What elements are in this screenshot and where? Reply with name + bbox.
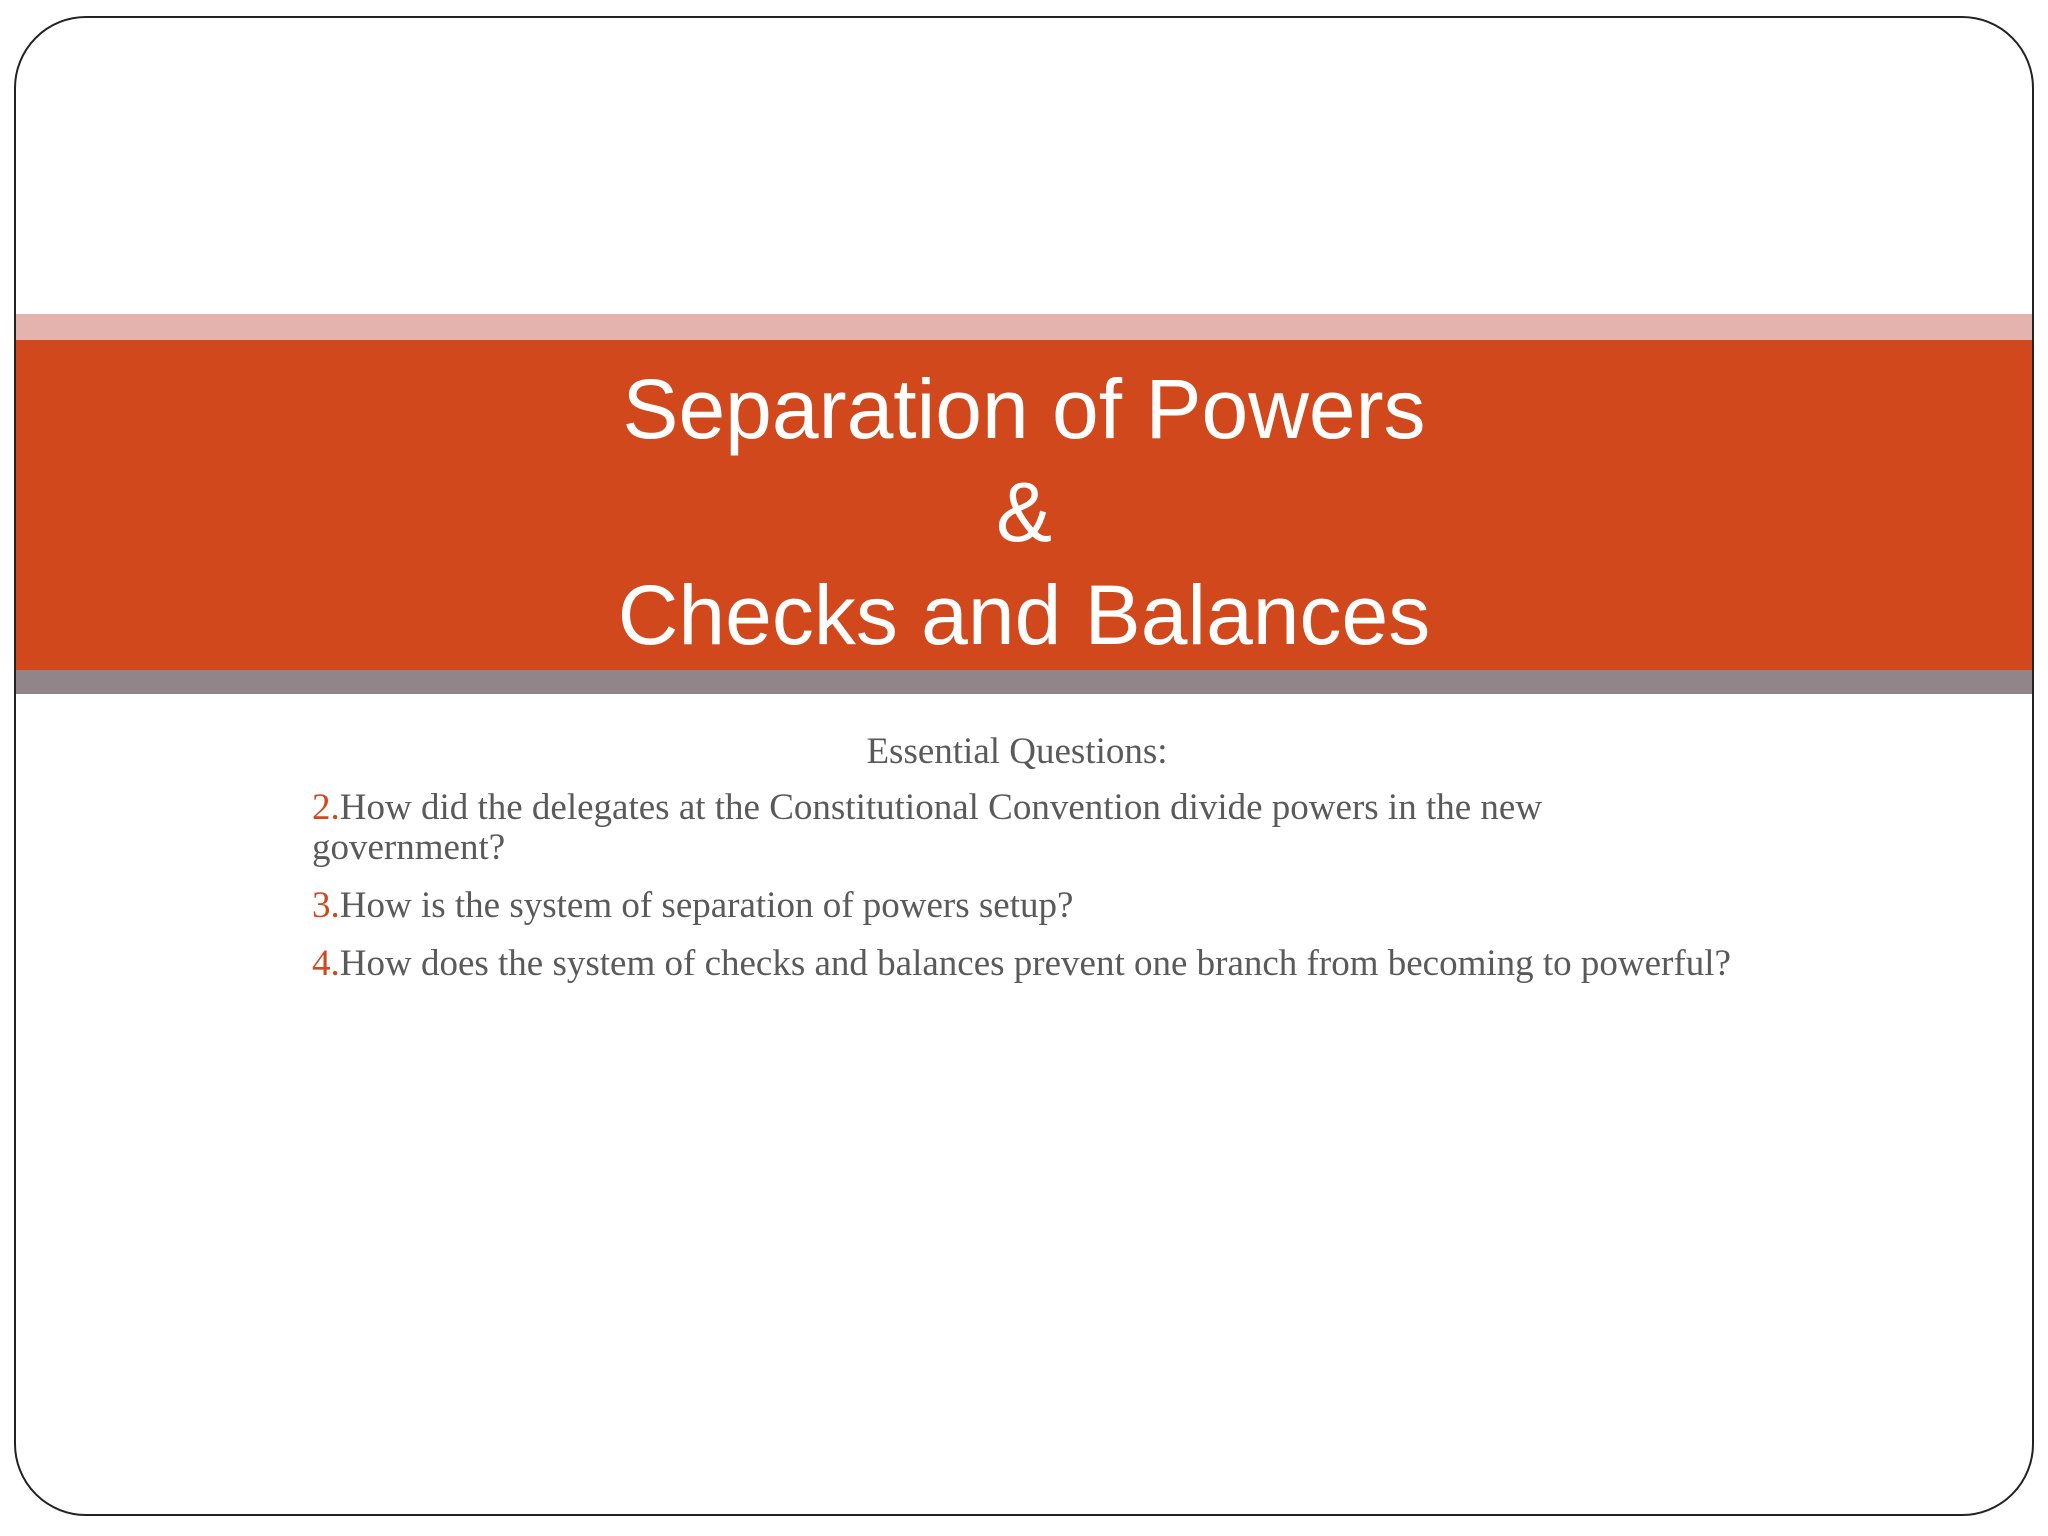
question-number: 4. [312, 943, 340, 984]
question-number: 2. [312, 787, 340, 828]
question-item [312, 788, 1732, 868]
title-band-top-stripe [16, 314, 2032, 340]
title-band-bottom-stripe [16, 670, 2032, 694]
question-text: How does the system of checks and balances prevent one branch from becoming to powerful? [339, 943, 1731, 984]
question-number: 3. [312, 885, 340, 926]
slide [14, 16, 2034, 1516]
title-line-2: & [995, 465, 1053, 559]
title-line-1: Separation of Powers [622, 362, 1426, 456]
question-text: How is the system of separation of powers setup? [339, 885, 1074, 926]
question-text: How did the delegates at the Constitutional Convention divide powers in the new government? [312, 787, 1543, 868]
slide-title [16, 358, 2032, 667]
question-item [312, 944, 1732, 984]
question-item [312, 886, 1732, 926]
essential-questions-heading: Essential Questions: [866, 731, 1168, 772]
slide-body [312, 732, 1732, 1002]
title-line-3: Checks and Balances [617, 568, 1431, 662]
